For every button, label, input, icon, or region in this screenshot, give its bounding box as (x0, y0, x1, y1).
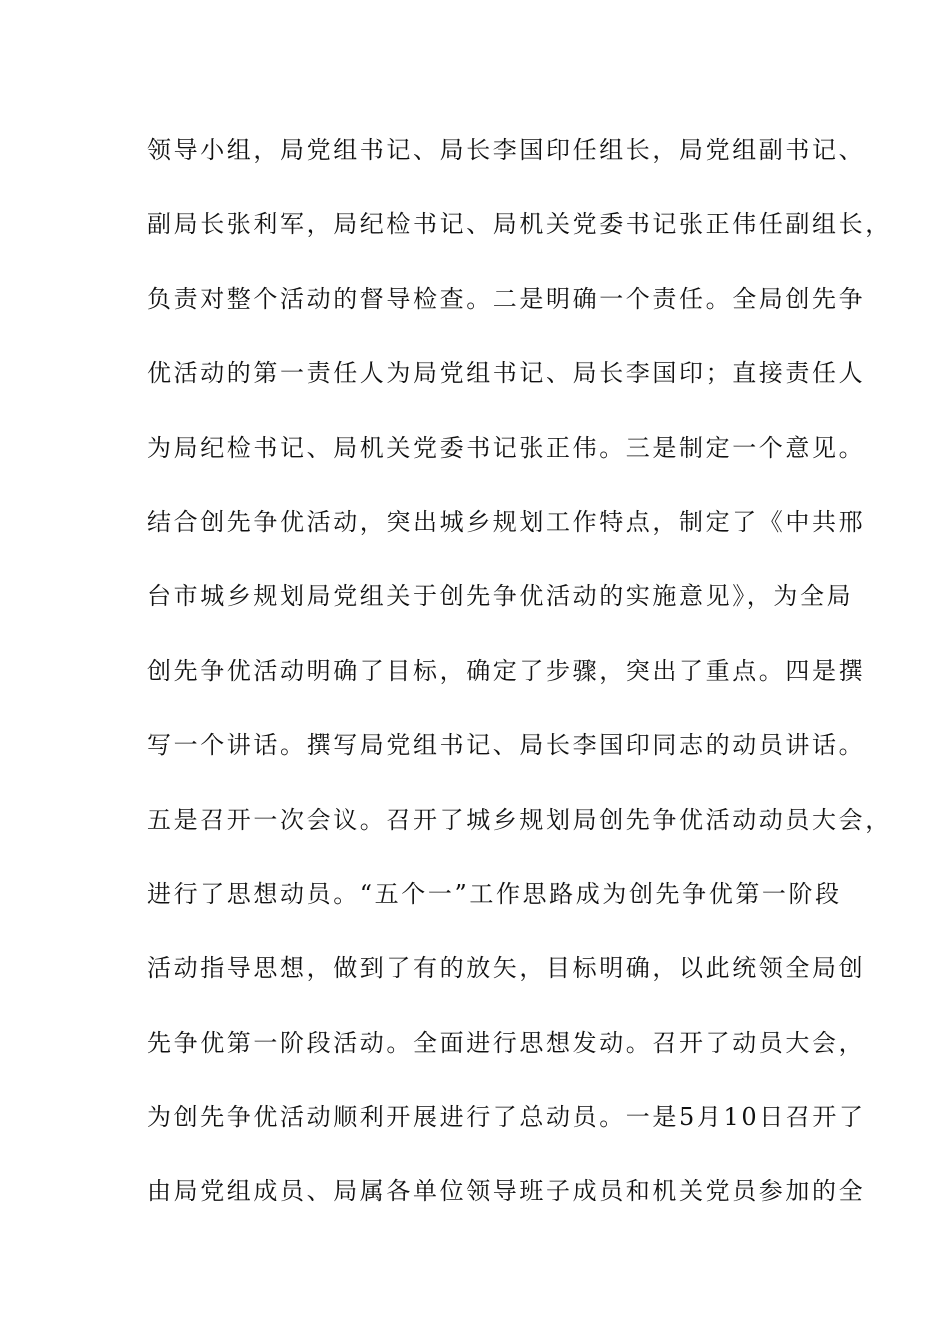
text-line: 副局长张利军，局纪检书记、局机关党委书记张正伟任副组长， (147, 210, 892, 239)
text-line: 负责对整个活动的督导检查。二是明确一个责任。全局创先争 (147, 284, 866, 313)
text-line: 领导小组，局党组书记、局长李国印任组长，局党组副书记、 (147, 136, 866, 164)
text-line: 写一个讲话。撰写局党组书记、局长李国印同志的动员讲话。 (147, 731, 866, 760)
text-line: 进行了思想动员。“五个一”工作思路成为创先争优第一阶段 (147, 879, 842, 908)
text-line: 由局党组成员、局属各单位领导班子成员和机关党员参加的全 (147, 1177, 866, 1206)
text-line: 为局纪检书记、局机关党委书记张正伟。三是制定一个意见。 (147, 433, 866, 462)
text-line: 为创先争优活动顺利开展进行了总动员。一是5月10日召开了 (147, 1103, 866, 1132)
body-text (147, 124, 892, 1240)
text-line: 结合创先争优活动，突出城乡规划工作特点，制定了《中共邢 (147, 507, 866, 536)
text-line: 先争优第一阶段活动。全面进行思想发动。召开了动员大会， (147, 1028, 866, 1057)
text-line: 台市城乡规划局党组关于创先争优活动的实施意见》，为全局 (147, 582, 854, 611)
text-line: 五是召开一次会议。召开了城乡规划局创先争优活动动员大会， (147, 805, 892, 834)
text-line: 优活动的第一责任人为局党组书记、局长李国印；直接责任人 (147, 359, 866, 388)
text-line: 创先争优活动明确了目标，确定了步骤，突出了重点。四是撰 (147, 656, 866, 685)
text-line: 活动指导思想，做到了有的放矢，目标明确，以此统领全局创 (147, 954, 866, 983)
